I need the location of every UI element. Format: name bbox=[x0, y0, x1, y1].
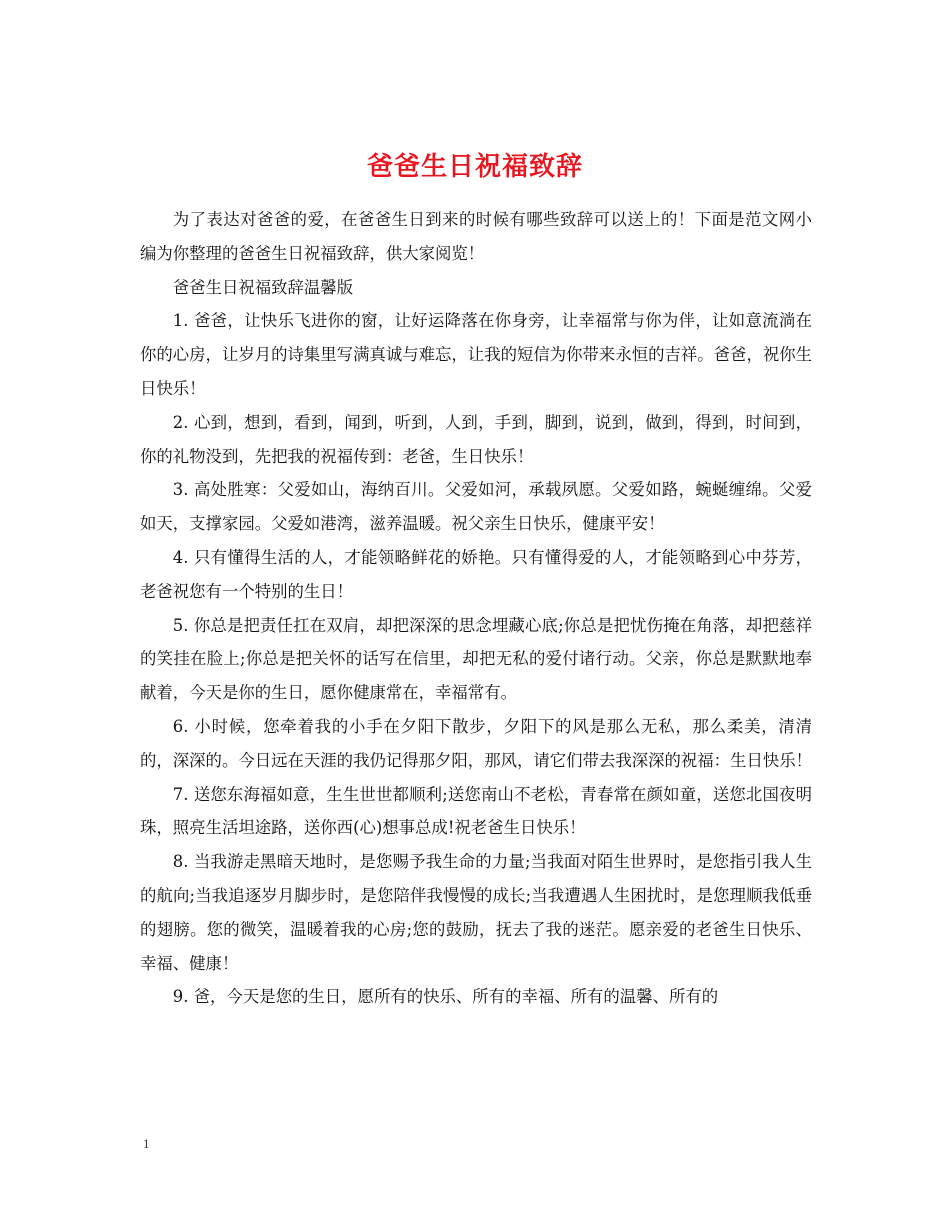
wish-item-6: 6. 小时候，您牵着我的小手在夕阳下散步，夕阳下的风是那么无私，那么柔美，清清的，深深的。今日远在天涯的我仍记得那夕阳，那风，请它们带去我深深的祝福：生日快乐！ bbox=[140, 716, 813, 770]
document-body bbox=[140, 203, 812, 1014]
page-number: 1 bbox=[143, 1136, 150, 1151]
wish-item-1: 1. 爸爸，让快乐飞进你的窗，让好运降落在你身旁，让幸福常与你为伴，让如意流淌在你的心房，让岁月的诗集里写满真诚与难忘，让我的短信为你带来永恒的吉祥。爸爸，祝你生日快乐！ bbox=[140, 311, 813, 398]
wish-item-4: 4. 只有懂得生活的人，才能领略鲜花的娇艳。只有懂得爱的人，才能领略到心中芬芳，老爸祝您有一个特别的生日！ bbox=[140, 547, 812, 601]
wish-item-8: 8. 当我游走黑暗天地时，是您赐予我生命的力量;当我面对陌生世界时，是您指引我人生的航向;当我追逐岁月脚步时，是您陪伴我慢慢的成长;当我遭遇人生困扰时，是您理顺我低垂的翅膀。您的微笑，温暖着我的心房;您的鼓励，抚去了我的迷茫。愿亲爱的老爸生日快乐、幸福、健康！ bbox=[140, 852, 812, 973]
intro-paragraph: 为了表达对爸爸的爱，在爸爸生日到来的时候有哪些致辞可以送上的！下面是范文网小编为你整理的爸爸生日祝福致辞，供大家阅览！ bbox=[140, 210, 812, 263]
page-title: 爸爸生日祝福致辞 bbox=[366, 152, 583, 183]
wish-item-5: 5. 你总是把责任扛在双肩，却把深深的思念埋藏心底;你总是把忧伤掩在角落，却把慈祥的笑挂在脸上;你总是把关怀的话写在信里，却把无私的爱付诸行动。父亲，你总是默默地奉献着，今天是你的生日，愿你健康常在，幸福常有。 bbox=[140, 615, 812, 703]
wish-item-2: 2. 心到，想到，看到，闻到，听到，人到，手到，脚到，说到，做到，得到，时间到，你的礼物没到，先把我的祝福传到：老爸，生日快乐！ bbox=[140, 412, 812, 466]
section-heading: 爸爸生日祝福致辞温馨版 bbox=[172, 277, 354, 297]
wish-item-3: 3. 高处胜寒：父爱如山，海纳百川。父爱如河，承载夙愿。父爱如路，蜿蜒缠绵。父爱如天，支撑家园。父爱如港湾，滋养温暖。祝父亲生日快乐，健康平安！ bbox=[140, 480, 812, 534]
wish-item-9: 9. 爸，今天是您的生日，愿所有的快乐、所有的幸福、所有的温馨、所有的 bbox=[172, 987, 719, 1007]
wish-item-7: 7. 送您东海福如意，生生世世都顺利;送您南山不老松，青春常在颜如童，送您北国夜明珠，照亮生活坦途路，送你西(心)想事总成!祝老爸生日快乐！ bbox=[140, 784, 812, 838]
